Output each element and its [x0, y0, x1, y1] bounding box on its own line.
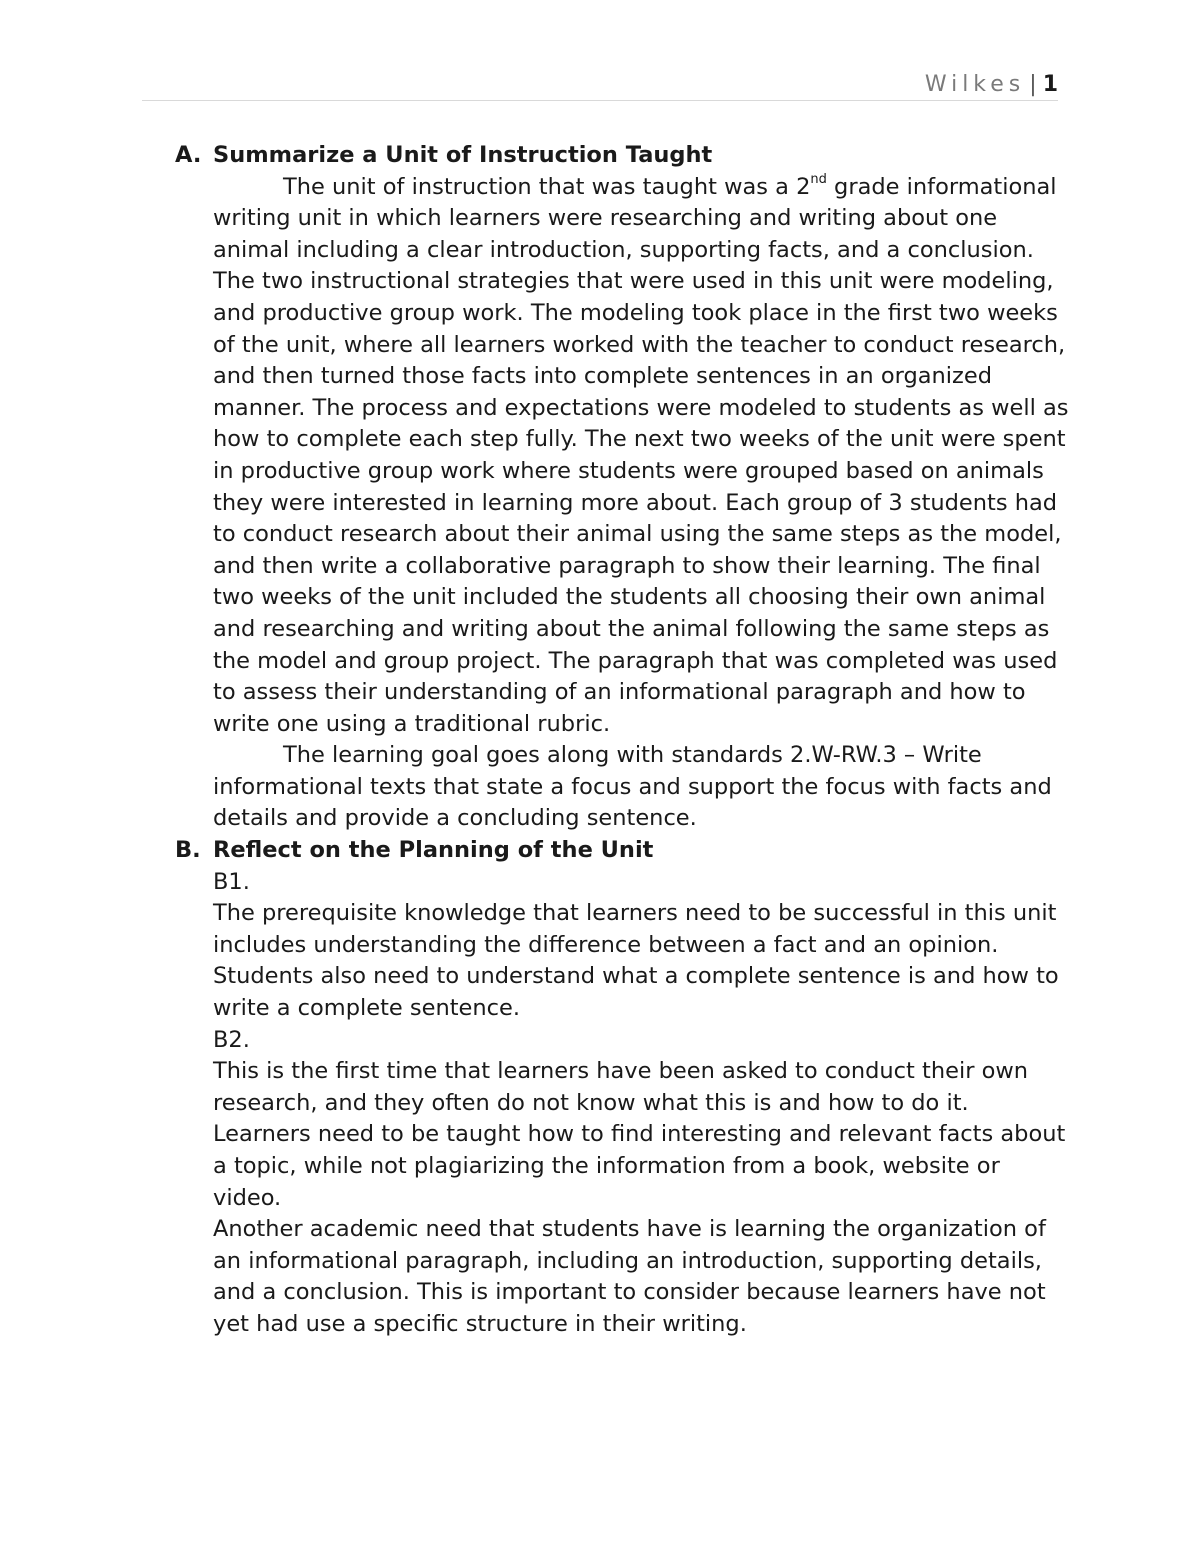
b2-paragraph-2: Another academic need that students have is learning the organization of an informational paragraph, including an introduction, supporting details, and a conclusion. This is important to consider because learners have not yet had use a specific structure in their writing.: [213, 1216, 1046, 1337]
b1-paragraph: The prerequisite knowledge that learners need to be successful in this unit includes understanding the difference between a fact and an opinion. Students also need to understand what a complete sentence is and how to write a complete sentence.: [213, 900, 1059, 1022]
header-separator: |: [1029, 72, 1037, 97]
section-a-heading: [175, 140, 1073, 172]
b2-label: B2.: [213, 1026, 250, 1053]
page-number: 1: [1042, 72, 1058, 97]
section-a-paragraph-2: The learning goal goes along with standards 2.W-RW.3 – Write informational texts that state a focus and support the focus with facts and details and provide a concluding sentence.: [213, 742, 1052, 832]
header-author: Wilkes: [924, 72, 1026, 97]
section-a-paragraph-1: [213, 172, 1073, 741]
header-text: [925, 70, 1058, 100]
section-a-p1-text-cont: grade informational writing unit in which learners were researching and writing about one animal including a clear introduction, supporting facts, and a conclusion. The two instructional strategies that were used in this unit were modeling, and productive group work. The modeling took place in the first two weeks of the unit, where all learners worked with the teacher to conduct research, and then turned those facts into complete sentences in an organized manner. The process and expectations were modeled to students as well as how to complete each step fully. The next two weeks of the unit were spent in productive group work where students were grouped based on animals they were interested in learning more about. Each group of 3 students had to conduct research about their animal using the same steps as the model, and then write a collaborative paragraph to show their learning. The final two weeks of the unit included the students all choosing their own animal and researching and writing about the animal following the same steps as the model and group project. The paragraph that was completed was used to assess their understanding of an informational paragraph and how to write one using a traditional rubric.: [213, 173, 1069, 737]
ordinal-superscript: nd: [810, 172, 827, 188]
section-a-letter: A.: [175, 142, 202, 168]
b1-label: B1.: [213, 868, 250, 895]
section-b-title: Reflect on the Planning of the Unit: [213, 837, 654, 864]
section-a-title: Summarize a Unit of Instruction Taught: [213, 142, 713, 168]
page-header: [142, 70, 1058, 101]
b2-paragraph-1: This is the first time that learners have been asked to conduct their own research, and they often do not know what this is and how to do it. Learners need to be taught how to find interesting and relevant facts about a topic, while not plagiarizing the information from a book, website or video.: [213, 1058, 1066, 1211]
document-body: [175, 140, 1073, 1341]
section-b-heading: [175, 835, 1073, 867]
section-b-letter: B.: [175, 837, 201, 864]
section-a-p1-text: The unit of instruction that was taught was a 2: [283, 173, 811, 200]
